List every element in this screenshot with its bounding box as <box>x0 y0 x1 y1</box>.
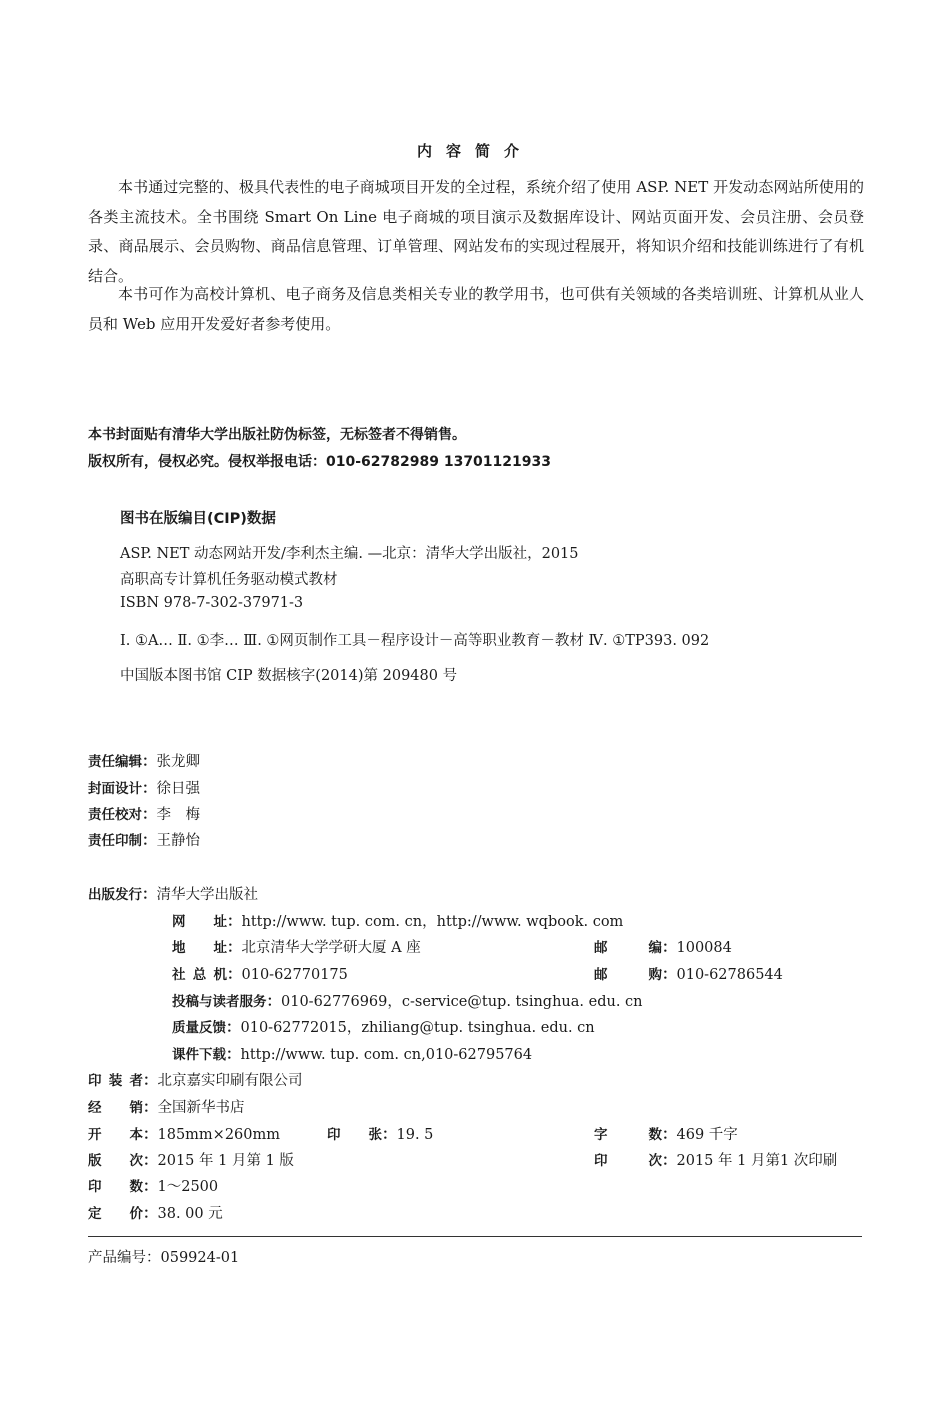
staff-row: 责任校对：李 梅 <box>88 806 200 823</box>
download-value: http://www. tup. com. cn,010-62795764 <box>240 1047 533 1063</box>
mailorder-row: 邮 购：010-62786544 <box>594 963 783 984</box>
staff-label: 封面设计 <box>88 781 142 797</box>
print-run-value: 1～2500 <box>157 1179 219 1195</box>
impression-row: 印 次：2015 年 1 月第1 次印刷 <box>594 1149 837 1170</box>
staff-label: 责任印制 <box>88 833 142 849</box>
submission-value: 010-62776969，c-service@tup. tsinghua. edu. cn <box>281 994 643 1010</box>
staff-value: 张龙卿 <box>156 754 200 770</box>
distributor-label: 经 销 <box>88 1100 143 1116</box>
printer-row: 印装者：北京嘉实印刷有限公司 <box>88 1069 303 1090</box>
sheets-label: 印 张 <box>327 1127 382 1143</box>
address-row: 地 址：北京清华大学学研大厦 A 座 <box>172 936 421 957</box>
postcode-value: 100084 <box>676 940 732 956</box>
intro-paragraph: 本书通过完整的、极具代表性的电子商城项目开发的全过程，系统介绍了使用 ASP. NET 开发动态网站所使用的各类主流技术。全书围绕 Smart On Line 电子商城的项目演示及数据库设计、网站页面开发、会员注册、会员登录、商品展示、会员购物、商品信息管理、订单管理、网站发布的实现过程展开，将知识介绍和技能训练进行了有机结合。 <box>88 178 864 285</box>
sheets-row: 印 张：19. 5 <box>327 1123 433 1144</box>
website-row: 网 址：http://www. tup. com. cn，http://www. wqbook. com <box>172 910 623 931</box>
publisher-name: 清华大学出版社 <box>156 887 258 903</box>
staff-label: 责任编辑 <box>88 754 142 770</box>
distributor-value: 全国新华书店 <box>157 1100 245 1116</box>
quality-label: 质量反馈 <box>172 1020 226 1036</box>
format-label: 开 本 <box>88 1127 143 1143</box>
quality-value: 010-62772015，zhiliang@tup. tsinghua. edu. cn <box>240 1020 595 1036</box>
impression-value: 2015 年 1 月第1 次印刷 <box>676 1153 838 1169</box>
cip-line: ASP. NET 动态网站开发/李利杰主编. —北京：清华大学出版社，2015 <box>120 546 579 562</box>
edition-label: 版 次 <box>88 1153 143 1169</box>
mailorder-value: 010-62786544 <box>676 967 783 983</box>
switchboard-label: 社总机 <box>172 967 227 983</box>
format-row: 开 本：185mm×260mm <box>88 1123 280 1144</box>
product-code-label: 产品编号 <box>88 1250 146 1266</box>
publisher-label: 出版发行 <box>88 887 142 903</box>
download-row: 课件下载：http://www. tup. com. cn,010-62795764 <box>172 1046 533 1063</box>
cip-line: 中国版本图书馆 CIP 数据核字(2014)第 209480 号 <box>120 668 458 684</box>
print-run-label: 印 数 <box>88 1179 143 1195</box>
staff-row: 责任编辑：张龙卿 <box>88 753 200 770</box>
staff-value: 王静怡 <box>156 833 200 849</box>
cip-line: ISBN 978-7-302-37971-3 <box>120 595 304 611</box>
copyright-notice: 版权所有，侵权必究。侵权举报电话：010-62782989 13701121933 <box>88 454 551 470</box>
website-label: 网 址 <box>172 914 227 930</box>
submission-row: 投稿与读者服务：010-62776969，c-service@tup. tsinghua. edu. cn <box>172 993 643 1010</box>
cip-line: Ⅰ. ①A… Ⅱ. ①李… Ⅲ. ①网页制作工具－程序设计－高等职业教育－教材 Ⅳ. ①TP393. 092 <box>120 633 710 649</box>
edition-row: 版 次：2015 年 1 月第 1 版 <box>88 1149 294 1170</box>
divider <box>88 1236 862 1237</box>
cip-line: 高职高专计算机任务驱动模式教材 <box>120 572 338 588</box>
address-label: 地 址 <box>172 940 227 956</box>
impression-label: 印 次 <box>594 1153 662 1169</box>
staff-row: 封面设计：徐日强 <box>88 780 200 797</box>
product-code-value: 059924-01 <box>160 1250 240 1266</box>
price-label: 定 价 <box>88 1206 143 1222</box>
price-row: 定 价：38. 00 元 <box>88 1202 223 1223</box>
printer-value: 北京嘉实印刷有限公司 <box>157 1073 303 1089</box>
words-row: 字 数：469 千字 <box>594 1123 738 1144</box>
anti-counterfeit-notice: 本书封面贴有清华大学出版社防伪标签，无标签者不得销售。 <box>88 427 466 443</box>
publisher-row: 出版发行：清华大学出版社 <box>88 886 258 903</box>
words-value: 469 千字 <box>676 1127 738 1143</box>
website-value: http://www. tup. com. cn，http://www. wqbook. com <box>241 914 624 930</box>
staff-value: 徐日强 <box>156 781 200 797</box>
intro-heading: 内容简介 <box>416 142 533 160</box>
distributor-row: 经 销：全国新华书店 <box>88 1096 245 1117</box>
sheets-value: 19. 5 <box>396 1127 434 1143</box>
staff-value: 李 梅 <box>156 807 200 823</box>
address-value: 北京清华大学学研大厦 A 座 <box>241 940 421 956</box>
postcode-label: 邮 编 <box>594 940 662 956</box>
cip-heading: 图书在版编目(CIP)数据 <box>120 511 276 527</box>
words-label: 字 数 <box>594 1127 662 1143</box>
mailorder-label: 邮 购 <box>594 967 662 983</box>
switchboard-value: 010-62770175 <box>241 967 348 983</box>
intro-paragraph: 本书可作为高校计算机、电子商务及信息类相关专业的教学用书，也可供有关领域的各类培训班、计算机从业人员和 Web 应用开发爱好者参考使用。 <box>88 285 864 333</box>
print-run-row: 印 数：1～2500 <box>88 1175 218 1196</box>
product-code-row: 产品编号：059924-01 <box>88 1250 240 1266</box>
postcode-row: 邮 编：100084 <box>594 936 732 957</box>
format-value: 185mm×260mm <box>157 1127 280 1143</box>
switchboard-row: 社总机：010-62770175 <box>172 963 348 984</box>
printer-label: 印装者 <box>88 1073 143 1089</box>
price-value: 38. 00 元 <box>157 1206 223 1222</box>
quality-row: 质量反馈：010-62772015，zhiliang@tup. tsinghua. edu. cn <box>172 1019 595 1036</box>
staff-row: 责任印制：王静怡 <box>88 832 200 849</box>
staff-label: 责任校对 <box>88 807 142 823</box>
submission-label: 投稿与读者服务 <box>172 994 267 1010</box>
edition-value: 2015 年 1 月第 1 版 <box>157 1153 294 1169</box>
download-label: 课件下载 <box>172 1047 226 1063</box>
